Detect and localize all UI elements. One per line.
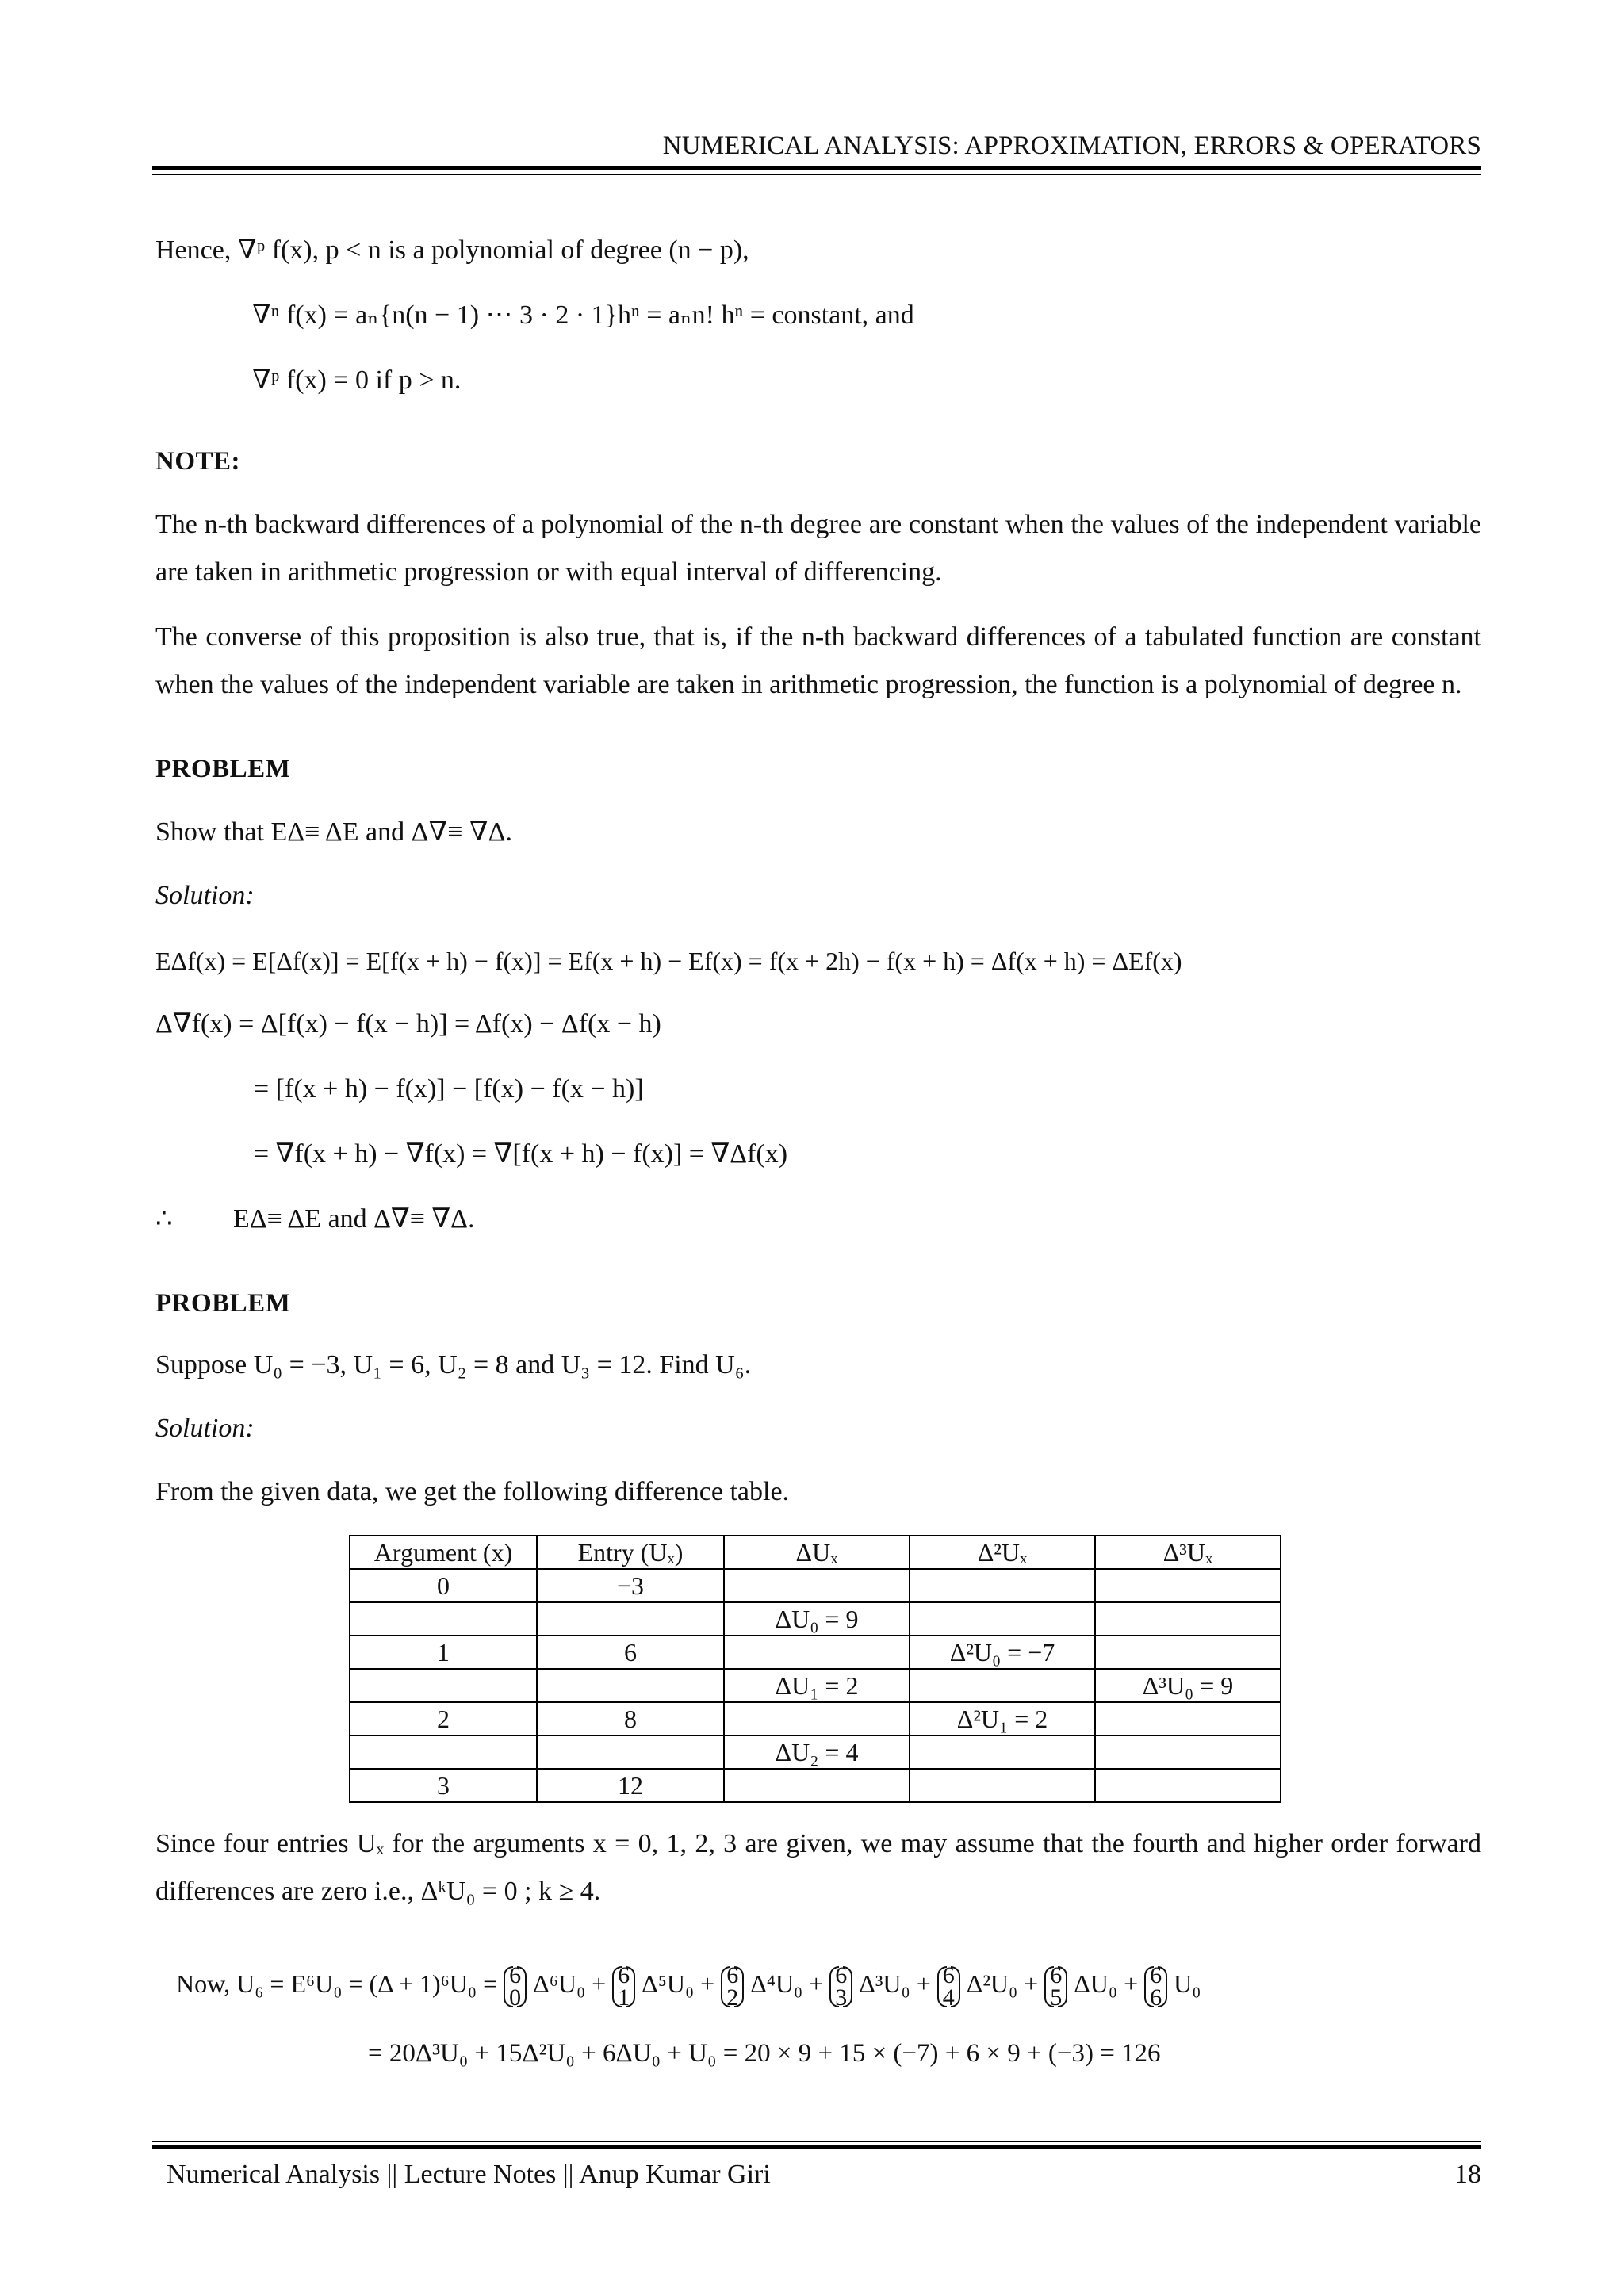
header-rule	[152, 166, 1481, 175]
table-cell	[350, 1602, 537, 1636]
table-cell	[724, 1702, 910, 1735]
problem-1-statement: Show that EΔ≡ ΔE and Δ∇≡ ∇Δ.	[155, 817, 512, 847]
table-cell	[350, 1669, 537, 1702]
note-paragraph-1: The n-th backward differences of a polynomial of the n-th degree are constant when the values of the independent variable are taken in arithmetic progression or with equal interval of differencing.	[155, 510, 1481, 587]
table-row	[350, 1669, 1281, 1702]
header-entry: Entry (Uₓ)	[537, 1536, 724, 1569]
therefore-symbol: ∴	[155, 1204, 173, 1234]
table-cell	[537, 1669, 724, 1702]
table-cell	[910, 1602, 1095, 1636]
table-row	[350, 1569, 1281, 1602]
table-cell	[910, 1569, 1095, 1602]
table-cell	[724, 1636, 910, 1669]
intro-line: Hence, ∇ᵖ f(x), p < n is a polynomial of degree (n − p),	[155, 235, 749, 265]
binomial-coefficient: 6 0	[504, 1965, 527, 2009]
table-row	[350, 1702, 1281, 1735]
table-cell: 8	[537, 1702, 724, 1735]
binomial-prefix: Now, U₆ = E⁶U₀ = (Δ + 1)⁶U₀ =	[176, 1969, 498, 1998]
note-heading: NOTE:	[155, 447, 241, 476]
binomial-term: Δ²U₀ +	[966, 1969, 1039, 1998]
table-cell: ΔU₀ = 9	[724, 1602, 910, 1636]
table-cell	[1095, 1602, 1281, 1636]
table-cell	[724, 1769, 910, 1802]
proof-line-2: Δ∇f(x) = Δ[f(x) − f(x − h)] = Δf(x) − Δf(x − h)	[155, 1009, 661, 1039]
equation-nth-difference: ∇ⁿ f(x) = aₙ{n(n − 1) ⋯ 3 · 2 · 1}hⁿ = aₙn! hⁿ = constant, and	[252, 300, 914, 330]
table-intro: From the given data, we get the following difference table.	[155, 1477, 790, 1506]
binomial-expansion-line	[155, 1952, 1502, 2015]
binomial-coefficient: 6 1	[612, 1965, 635, 2009]
binomial-coefficient: 6 2	[721, 1965, 744, 2009]
table-cell	[537, 1602, 724, 1636]
table-cell: Δ²U₀ = −7	[910, 1636, 1095, 1669]
binomial-term: ΔU₀ +	[1074, 1969, 1139, 1998]
table-followup-paragraph: Since four entries Uₓ for the arguments x = 0, 1, 2, 3 are given, we may assume that the fourth and higher order forward differences are zero i.e., ΔᵏU₀ = 0 ; k ≥ 4.	[155, 1829, 1481, 1906]
table-cell	[537, 1735, 724, 1769]
table-cell: Δ³U₀ = 9	[1095, 1669, 1281, 1702]
table-cell: 6	[537, 1636, 724, 1669]
table-row	[350, 1735, 1281, 1769]
header-delta2-u: Δ²Uₓ	[910, 1536, 1095, 1569]
table-cell	[910, 1669, 1095, 1702]
table-cell: 12	[537, 1769, 724, 1802]
header-delta3-u: Δ³Uₓ	[1095, 1536, 1281, 1569]
header-delta-u: ΔUₓ	[724, 1536, 910, 1569]
table-row	[350, 1602, 1281, 1636]
binomial-term: Δ⁶U₀ +	[533, 1969, 607, 1998]
problem-2-statement: Suppose U₀ = −3, U₁ = 6, U₂ = 8 and U₃ = 12. Find U₆.	[155, 1350, 752, 1380]
binomial-coefficient: 6 3	[829, 1965, 852, 2009]
table-cell: 3	[350, 1769, 537, 1802]
binomial-term: Δ³U₀ +	[859, 1969, 931, 1998]
proof-line-3: = [f(x + h) − f(x)] − [f(x) − f(x − h)]	[254, 1074, 644, 1104]
table-cell	[910, 1769, 1095, 1802]
table-cell: 0	[350, 1569, 537, 1602]
table-header-row	[350, 1536, 1281, 1569]
table-cell: ΔU₁ = 2	[724, 1669, 910, 1702]
table-row	[350, 1769, 1281, 1802]
final-result-line: = 20Δ³U₀ + 15Δ²U₀ + 6ΔU₀ + U₀ = 20 × 9 + 15 × (−7) + 6 × 9 + (−3) = 126	[368, 2039, 1161, 2068]
binomial-term: Δ⁵U₀ +	[642, 1969, 715, 1998]
table-cell	[350, 1735, 537, 1769]
page-number: 18	[1454, 2160, 1481, 2189]
footer-left-text: Numerical Analysis || Lecture Notes || Anup Kumar Giri	[167, 2160, 771, 2189]
difference-table	[349, 1535, 1281, 1803]
table-cell	[724, 1569, 910, 1602]
equation-zero-difference: ∇ᵖ f(x) = 0 if p > n.	[252, 365, 462, 395]
conclusion-text: EΔ≡ ΔE and Δ∇≡ ∇Δ.	[233, 1204, 475, 1234]
binomial-coefficient: 6 6	[1144, 1965, 1167, 2009]
binomial-coefficient: 6 4	[937, 1965, 960, 2009]
proof-line-1: EΔf(x) = E[Δf(x)] = E[f(x + h) − f(x)] = Ef(x + h) − Ef(x) = f(x + 2h) − f(x + h) = Δf(x + h) = ΔEf(x)	[155, 947, 1182, 975]
binomial-term: U₀	[1174, 1969, 1201, 1998]
header-argument: Argument (x)	[350, 1536, 537, 1569]
table-cell: 2	[350, 1702, 537, 1735]
note-paragraph-2: The converse of this proposition is also true, that is, if the n-th backward differences of a tabulated function are constant when the values of the independent variable are taken in arithmetic progression, the function is a polynomial of degree n.	[155, 622, 1481, 699]
table-cell	[1095, 1569, 1281, 1602]
table-cell: 1	[350, 1636, 537, 1669]
problem-1-heading: PROBLEM	[155, 755, 291, 783]
solution-1-label: Solution:	[155, 881, 255, 910]
table-cell	[1095, 1769, 1281, 1802]
table-cell	[910, 1735, 1095, 1769]
running-head: NUMERICAL ANALYSIS: APPROXIMATION, ERRORS & OPERATORS	[662, 132, 1481, 160]
table-cell: ΔU₂ = 4	[724, 1735, 910, 1769]
table-cell: Δ²U₁ = 2	[910, 1702, 1095, 1735]
table-cell: −3	[537, 1569, 724, 1602]
table-cell	[1095, 1735, 1281, 1769]
problem-2-heading: PROBLEM	[155, 1289, 291, 1318]
footer	[167, 2160, 1481, 2190]
table-row	[350, 1636, 1281, 1669]
footer-rule	[152, 2141, 1481, 2149]
binomial-term: Δ⁴U₀ +	[750, 1969, 824, 1998]
proof-line-4: = ∇f(x + h) − ∇f(x) = ∇[f(x + h) − f(x)] = ∇Δf(x)	[254, 1139, 788, 1169]
solution-2-label: Solution:	[155, 1414, 255, 1443]
table-cell	[1095, 1636, 1281, 1669]
conclusion-line	[155, 1196, 1481, 1243]
binomial-coefficient: 6 5	[1044, 1965, 1067, 2009]
table-cell	[1095, 1702, 1281, 1735]
